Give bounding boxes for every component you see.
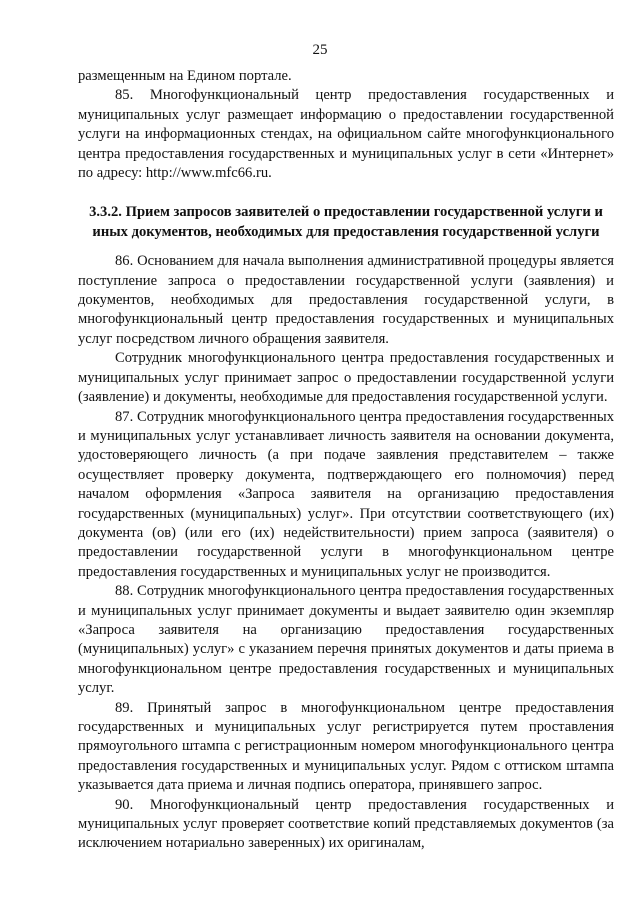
spacer	[78, 183, 614, 197]
paragraph-85: 85. Многофункциональный центр предоставления государственных и муниципальных услуг размещает информацию о предоставлении государственной услуги на информационных стендах, на официальном сайте многофункционального центра предоставления государственных и муниципальных услуг в сети «Интернет» по адресу: http://www.mfc66.ru.	[78, 87, 614, 182]
paragraph-89: 89. Принятый запрос в многофункциональном центре предоставления государственных и муниципальных услуг регистрируется путем проставления прямоугольного штампа с регистрационным номером многофункционального центра предоставления государственных и муниципальных услуг. Рядом с оттиском штампа указывается дата приема и личная подпись оператора, принявшего запрос.	[78, 699, 614, 794]
paragraph-continuation: размещенным на Едином портале.	[78, 68, 292, 84]
section-heading: 3.3.2. Прием запросов заявителей о предоставлении государственной услуги и иных документов, необходимых для предоставления государственной услуги	[89, 204, 603, 240]
paragraph-88: 88. Сотрудник многофункционального центра предоставления государственных и муниципальных услуг принимает документы и выдает заявителю один экземпляр «Запроса заявителя на организацию предоставления государственных (муниципальных) услуг» с указанием перечня принятых документов и даты приема в многофункциональном центре предоставления государственных и муниципальных услуг.	[78, 583, 614, 697]
page-number: 25	[312, 42, 328, 58]
paragraph-86-continued: Сотрудник многофункционального центра предоставления государственных и муниципальных услуг принимает запрос о предоставлении государственной услуги (заявление) и документы, необходимые для предоставления государственной услуги.	[78, 350, 614, 406]
paragraph-87: 87. Сотрудник многофункционального центра предоставления государственных и муниципальных услуг устанавливает личность заявителя на основании документа, удостоверяющего личность (а при подаче заявления представителем – также осуществляет проверку документа, подтверждающего его полномочия) перед началом оформления «Запроса заявителя на организацию предоставления государственных (муниципальных) услуг». При отсутствии соответствующего (их) документа (ов) (или его (их) недействительности) прием запроса (заявителя) о предоставлении государственной услуги в многофункциональном центре предоставления государственных и муниципальных услуг не производится.	[78, 408, 614, 580]
paragraph-86: 86. Основанием для начала выполнения административной процедуры является поступление запроса о предоставлении государственной услуги (заявления) и документов, необходимых для предоставления государственной услуги, в многофункциональный центр предоставления государственных и муниципальных услуг посредством личного обращения заявителя.	[78, 253, 614, 347]
document-body	[78, 67, 614, 854]
paragraph-90: 90. Многофункциональный центр предоставления государственных и муниципальных услуг проверяет соответствие копий представляемых документов (за исключением нотариально заверенных) их оригиналам,	[78, 796, 614, 852]
